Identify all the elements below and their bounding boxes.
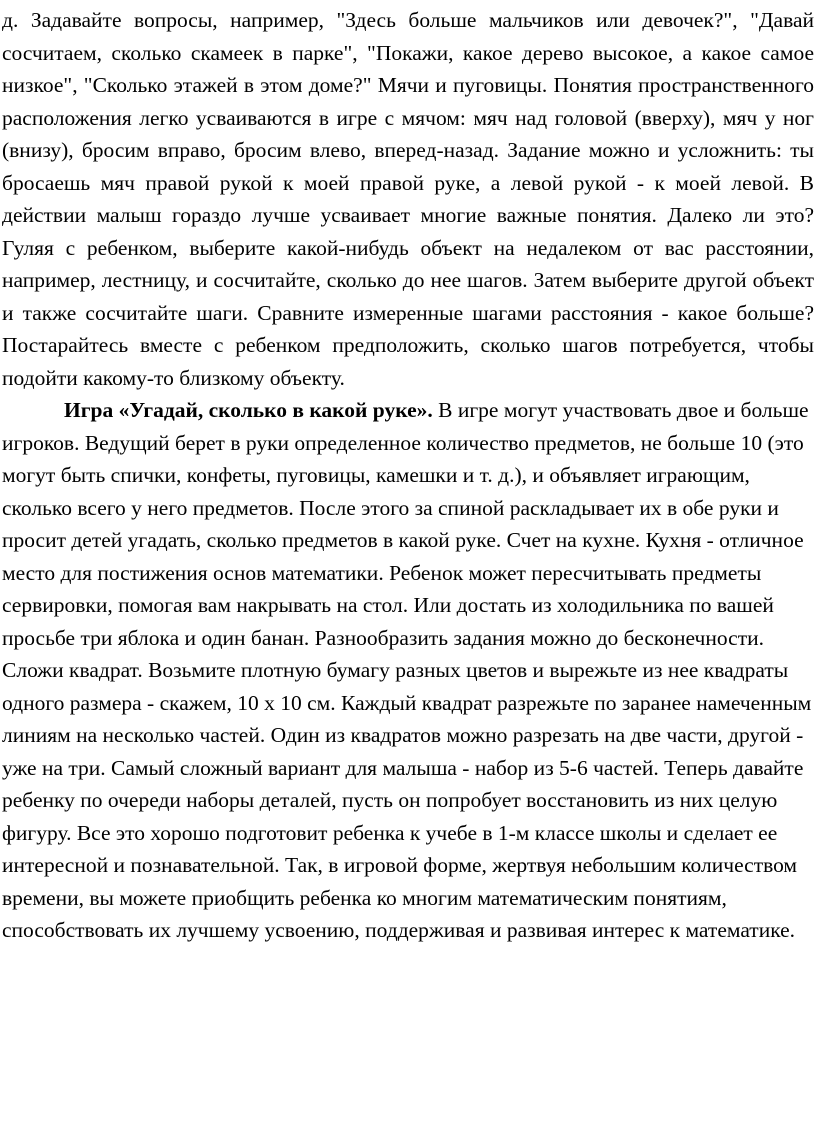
paragraph-game xyxy=(2,394,814,947)
game-heading: Игра «Угадай, сколько в какой руке». xyxy=(64,398,433,422)
game-description: В игре могут участвовать двое и больше игроков. Ведущий берет в руки определенное количество предметов, не больше 10 (это могут быть спички, конфеты, пуговицы, камешки и т. д.), и объявляет играющим, сколько всего у него предметов. После этого за спиной раскладывает их в обе руки и просит детей угадать, сколько предметов в какой руке. Счет на кухне. Кухня - отличное место для постижения основ математики. Ребенок может пересчитывать предметы сервировки, помогая вам накрывать на стол. Или достать из холодильника по вашей просьбе три яблока и один банан. Разнообразить задания можно до бесконечности. Сложи квадрат. Возьмите плотную бумагу разных цветов и вырежьте из нее квадраты одного размера - скажем, 10 х 10 см. Каждый квадрат разрежьте по заранее намеченным линиям на несколько частей. Один из квадратов можно разрезать на две части, другой - уже на три. Самый сложный вариант для малыша - набор из 5-6 частей. Теперь давайте ребенку по очереди наборы деталей, пусть он попробует восстановить из них целую фигуру. Все это хорошо подготовит ребенка к учебе в 1-м классе школы и сделает ее интересной и познавательной. Так, в игровой форме, жертвуя небольшим количеством времени, вы можете приобщить ребенка ко многим математическим понятиям, способствовать их лучшему усвоению, поддерживая и развивая интерес к математике. xyxy=(2,398,812,942)
paragraph-intro: д. Задавайте вопросы, например, "Здесь больше мальчиков или девочек?", "Давай сосчитаем, сколько скамеек в парке", "Покажи, какое дерево высокое, а какое самое низкое", "Сколько этажей в этом доме?" Мячи и пуговицы. Понятия пространственного расположения легко усваиваются в игре с мячом: мяч над головой (вверху), мяч у ног (внизу), бросим вправо, бросим влево, вперед-назад. Задание можно и усложнить: ты бросаешь мяч правой рукой к моей правой руке, а левой рукой - к моей левой. В действии малыш гораздо лучше усваивает многие важные понятия. Далеко ли это? Гуляя с ребенком, выберите какой-нибудь объект на недалеком от вас расстоянии, например, лестницу, и сосчитайте, сколько до нее шагов. Затем выберите другой объект и также сосчитайте шаги. Сравните измеренные шагами расстояния - какое больше? Постарайтесь вместе с ребенком предположить, сколько шагов потребуется, чтобы подойти какому-то близкому объекту. xyxy=(2,8,814,390)
